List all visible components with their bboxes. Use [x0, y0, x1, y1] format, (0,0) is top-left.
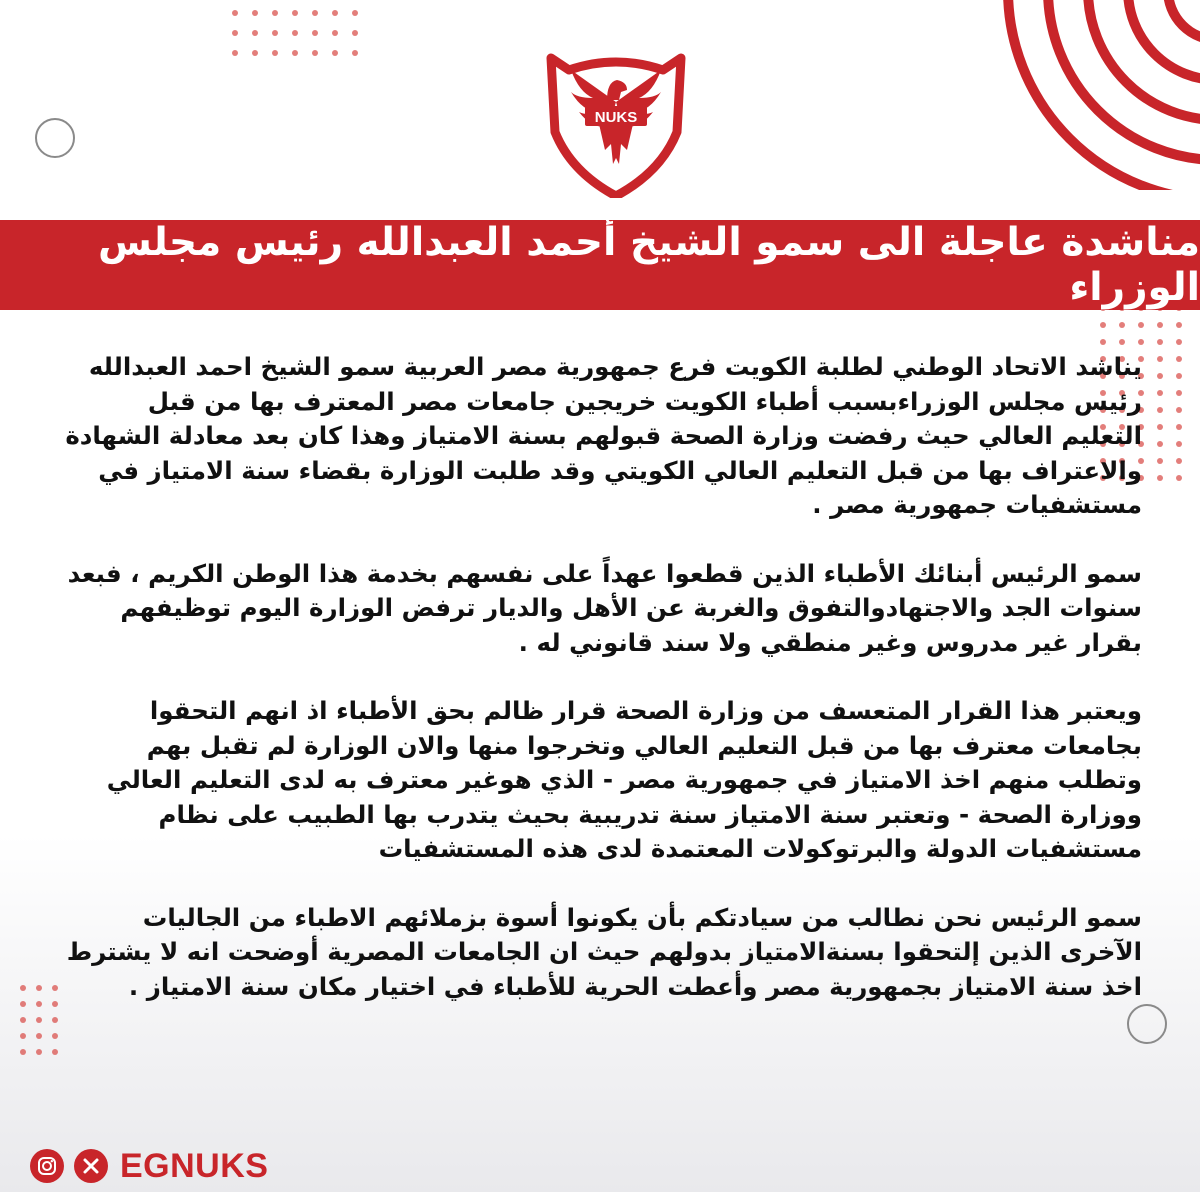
instagram-icon[interactable]: [30, 1149, 64, 1183]
paragraph: ويعتبر هذا القرار المتعسف من وزارة الصحة قرار ظالم بحق الأطباء اذ انهم التحقوا بجامعات معترف بها من قبل التعليم العالي وتخرجوا منها والان الوزارة لم تقبل بهم وتطلب منهم اخذ الامتياز في جمهورية مصر - الذي هوغير معترف به لدى التعليم العالي ووزارة الصحة - وتعتبر سنة الامتياز سنة تدريبية بحيث يتدرب بها الطبيب على نظام مستشفيات الدولة والبرتوكولات المعتمدة لدى هذه المستشفيات: [106, 696, 1142, 863]
paragraph: يناشد الاتحاد الوطني لطلبة الكويت فرع جمهورية مصر العربية سمو الشيخ احمد العبدالله رئيس مجلس الوزراءبسبب أطباء الكويت خريجين جامعات مصر المعترف بها من قبل التعليم العالي حيث رفضت وزارة الصحة قبولهم بسنة الامتياز وهذا كان بعد معادلة الشهادة والاعتراف بها من قبل التعليم العالي الكويتي وقد طلبت الوزارة بقضاء سنة الامتياز في مستشفيات جمهورية مصر .: [65, 352, 1142, 519]
title-banner: [0, 220, 1200, 310]
x-icon[interactable]: [74, 1149, 108, 1183]
social-handle[interactable]: EGNUKS: [120, 1146, 269, 1185]
dot-pattern-left: [20, 985, 58, 1055]
paragraph: سمو الرئيس أبنائك الأطباء الذين قطعوا عهداً على نفسهم بخدمة هذا الوطن الكريم ، فبعد سنوات الجد والاجتهادوالتفوق والغربة عن الأهل والديار ترفض الوزارة اليوم توظيفهم بقرار غير مدروس وغير منطقي ولا سند قانوني له .: [67, 558, 1142, 657]
nuks-eagle-logo: [541, 40, 691, 198]
banner-title: مناشدة عاجلة الى سمو الشيخ أحمد العبدالله رئيس مجلس الوزراء: [98, 220, 1200, 310]
concentric-arcs-decoration: [940, 0, 1200, 190]
small-ring-top-left: [35, 118, 75, 158]
dot-pattern-top: [232, 10, 358, 56]
social-footer: [30, 1146, 268, 1186]
paragraph: سمو الرئيس نحن نطالب من سيادتكم بأن يكونوا أسوة بزملائهم الاطباء من الجاليات الآخرى الذين إلتحقوا بسنةالامتياز بدولهم حيث ان الجامعات المصرية أوضحت انه لا يشترط اخذ سنة الامتياز بجمهورية مصر وأعطت الحرية للأطباء في اختيار مكان سنة الامتياز .: [66, 902, 1142, 1001]
letter-body: [60, 350, 1142, 1038]
logo-text: NUKS: [594, 109, 638, 126]
